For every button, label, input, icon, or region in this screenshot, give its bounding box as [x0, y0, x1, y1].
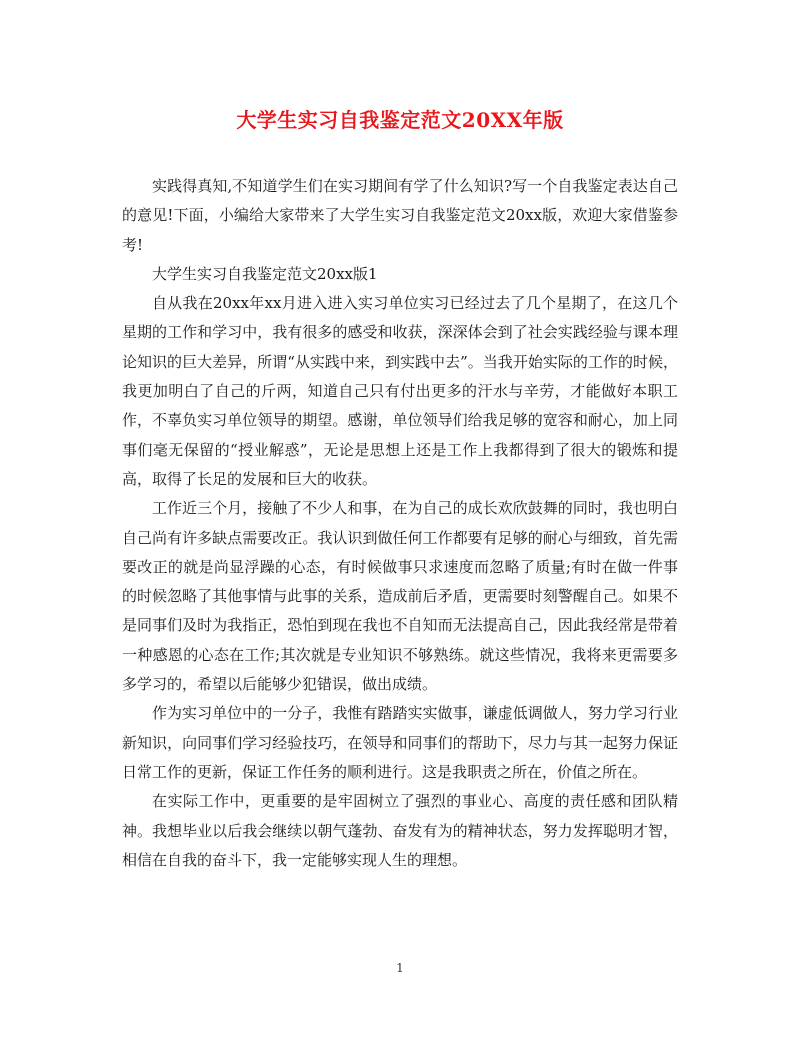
body-paragraph-2: 工作近三个月，接触了不少人和事，在为自己的成长欢欣鼓舞的同时，我也明白自己尚有许多缺点需要改正。我认识到做任何工作都要有足够的耐心与细致，首先需要改正的就是尚显浮躁的心态，有时候做事只求速度而忽略了质量;有时在做一件事的时候忽略了其他事情与此事的关系，造成前后矛盾，更需要时刻警醒自己。如果不是同事们及时为我指正，恐怕到现在我也不自知而无法提高自己，因此我经常是带着一种感恩的心态在工作;其次就是专业知识不够熟练。就这些情况，我将来更需要多多学习的，希望以后能够少犯错误，做出成绩。 [122, 499, 678, 694]
body-paragraph-4: 在实际工作中，更重要的是牢固树立了强烈的事业心、高度的责任感和团队精神。我想毕业以后我会继续以朝气蓬勃、奋发有为的精神状态，努力发挥聪明才智，相信在自我的奋斗下，我一定能够实现人生的理想。 [122, 792, 678, 869]
intro-paragraph: 实践得真知,不知道学生们在实习期间有学了什么知识?写一个自我鉴定表达自己的意见!下面，小编给大家带来了大学生实习自我鉴定范文20xx版，欢迎大家借鉴参考! [122, 177, 678, 254]
document-body [122, 172, 678, 875]
section-heading: 大学生实习自我鉴定范文20xx版1 [152, 264, 378, 283]
body-paragraph-3: 作为实习单位中的一分子，我惟有踏踏实实做事，谦虚低调做人，努力学习行业新知识，向同事们学习经验技巧，在领导和同事们的帮助下，尽力与其一起努力保证日常工作的更新，保证工作任务的顺利进行。这是我职责之所在，价值之所在。 [122, 704, 678, 781]
page-number: 1 [396, 961, 404, 975]
document-title: 大学生实习自我鉴定范文20XX年版 [236, 108, 564, 132]
body-paragraph-1: 自从我在20xx年xx月进入进入实习单位实习已经过去了几个星期了，在这几个星期的工作和学习中，我有很多的感受和收获，深深体会到了社会实践经验与课本理论知识的巨大差异，所谓“从实践中来，到实践中去”。当我开始实际的工作的时候，我更加明白了自己的斤两，知道自己只有付出更多的汗水与辛劳，才能做好本职工作，不辜负实习单位领导的期望。感谢，单位领导们给我足够的宽容和耐心，加上同事们毫无保留的“授业解惑”，无论是思想上还是工作上我都得到了很大的锻炼和提高，取得了长足的发展和巨大的收获。 [122, 294, 678, 488]
